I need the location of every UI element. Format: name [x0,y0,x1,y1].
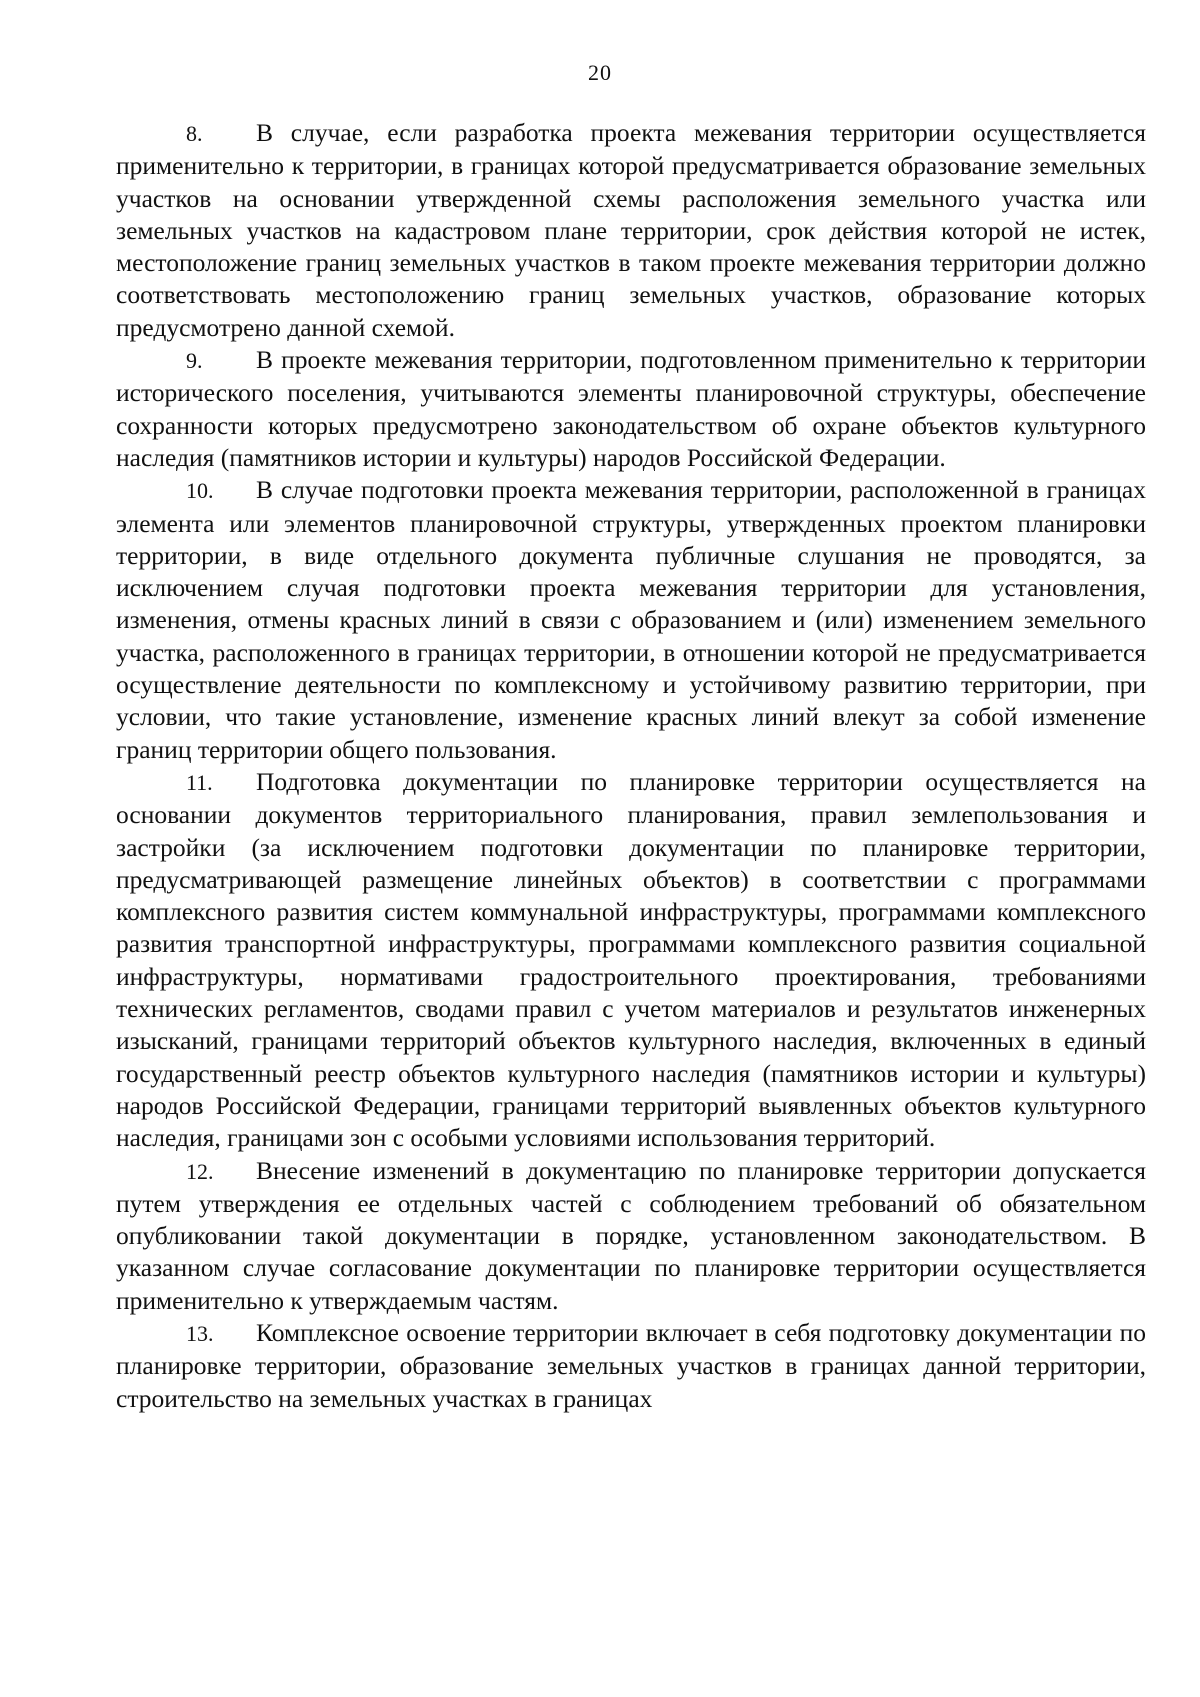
paragraph-9 [116,344,1146,474]
paragraph-10 [116,474,1146,766]
paragraph-text: Внесение изменений в документацию по планировке территории допускается путем утверждения ее отдельных частей с соблюдением требований об обязательном опубликовании такой документации в порядке, установленном законодательством. В указанном случае согласование документации по планировке территории осуществляется применительно к утверждаемым частям. [116,1155,1146,1315]
document-body [116,117,1146,1415]
paragraph-number: 9. [186,348,203,374]
paragraph-11 [116,766,1146,1155]
paragraph-number: 8. [186,121,203,146]
paragraph-text: Подготовка документации по планировке территории осуществляется на основании документов территориального планирования, правил землепользования и застройки (за исключением подготовки документации по планировке территории, предусматривающей размещение линейных объектов) в соответствии с программами комплексного развития систем коммунальной инфраструктуры, программами комплексного развития транспортной инфраструктуры, программами комплексного развития социальной инфраструктуры, нормативами градостроительного проектирования, требованиями технических регламентов, сводами правил с учетом материалов и результатов инженерных изысканий, границами территорий объектов культурного наследия, включенных в единый государственный реестр объектов культурного наследия (памятников истории и культуры) народов Российской Федерации, границами территорий выявленных объектов культурного наследия, границами зон с особыми условиями использования территорий. [116,766,1146,1153]
paragraph-text: В случае, если разработка проекта межевания территории осуществляется применительно к территории, в границах которой предусматривается образование земельных участков на основании утвержденной схемы расположения земельного участка или земельных участков на кадастровом плане территории, срок действия которой не истек, местоположение границ земельных участков в таком проекте межевания территории должно соответствовать местоположению границ земельных участков, образование которых предусмотрено данной схемой. [116,118,1146,342]
paragraph-12 [116,1155,1146,1317]
paragraph-text: В случае подготовки проекта межевания территории, расположенной в границах элемента или элементов планировочной структуры, утвержденных проектом планировки территории, в виде отдельного документа публичные слушания не проводятся, за исключением случая подготовки проекта межевания территории для установления, изменения, отмены красных линий в связи с образованием и (или) изменением земельного участка, расположенного в границах территории, в отношении которой не предусматривается осуществление деятельности по комплексному и устойчивому развитию территории, при условии, что такие установление, изменение красных линий влекут за собой изменение границ территории общего пользования. [116,475,1146,764]
paragraph-text: В проекте межевания территории, подготовленном применительно к территории исторического поселения, учитываются элементы планировочной структуры, обеспечение сохранности которых предусмотрено законодательством об охране объектов культурного наследия (памятников истории и культуры) народов Российской Федерации. [116,345,1146,472]
paragraph-number: 10. [186,478,214,504]
paragraph-number: 12. [186,1158,214,1184]
paragraph-8 [116,117,1146,344]
paragraph-number: 11. [186,769,213,795]
page-number: 20 [588,60,612,85]
paragraph-text: Комплексное освоение территории включает в себя подготовку документации по планировке территории, образование земельных участков в границах данной территории, строительство на земельных участках в границах [116,1317,1146,1413]
paragraph-number: 13. [186,1320,214,1346]
paragraph-13 [116,1317,1146,1415]
